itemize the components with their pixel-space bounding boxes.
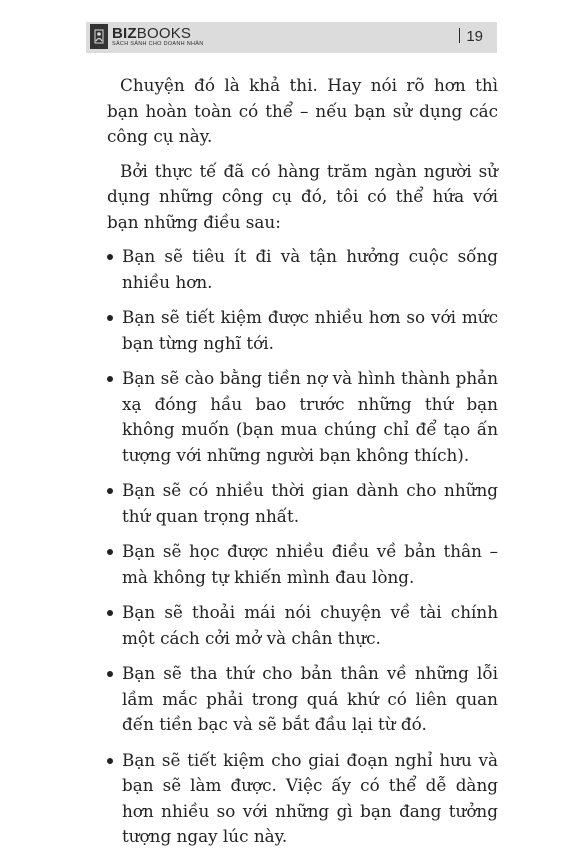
page-body [107, 73, 498, 860]
list-item-text: Bạn sẽ tiết kiệm cho giai đoạn nghỉ hưu và bạn sẽ làm được. Việc ấy có thể dễ dàng hơn nhiều so với những gì bạn đang tưởng tượng ngay lúc này. [122, 749, 498, 846]
bullet-dot-icon [107, 254, 113, 260]
bullet-dot-icon [107, 758, 113, 764]
bullet-dot-icon [107, 488, 113, 494]
list-item-text: Bạn sẽ học được nhiều điều về bản thân – mà không tự khiến mình đau lòng. [122, 541, 498, 587]
brand-rest: BOOKS [136, 24, 192, 42]
list-item-text: Bạn sẽ có nhiều thời gian dành cho những thứ quan trọng nhất. [122, 480, 498, 526]
list-item-text: Bạn sẽ tiêu ít đi và tận hưởng cuộc sống nhiều hơn. [122, 246, 498, 292]
bullet-dot-icon [107, 376, 113, 382]
brand-name [112, 26, 204, 41]
brand-bold: BIZ [112, 24, 137, 42]
list-item-text: Bạn sẽ tha thứ cho bản thân về những lỗi lầm mắc phải trong quá khứ có liên quan đến tiền bạc và sẽ bắt đầu lại từ đó. [122, 663, 498, 734]
list-item [107, 539, 498, 590]
page-number-value: 19 [466, 28, 483, 45]
publisher-logo [90, 24, 204, 49]
page-number-divider [459, 28, 461, 43]
list-item [107, 244, 498, 295]
list-item [107, 748, 498, 850]
list-item-text: Bạn sẽ cào bằng tiền nợ và hình thành phản xạ đóng hầu bao trước những thứ bạn không muốn (bạn mua chúng chỉ để tạo ấn tượng với những người bạn không thích). [122, 368, 498, 465]
list-item [107, 600, 498, 651]
bullet-dot-icon [107, 671, 113, 677]
page-number [459, 28, 483, 45]
book-person-logo-icon [90, 24, 108, 49]
list-item [107, 305, 498, 356]
list-item [107, 661, 498, 738]
list-item [107, 478, 498, 529]
body-paragraph: Bởi thực tế đã có hàng trăm ngàn người sử dụng những công cụ đó, tôi có thể hứa với bạn những điều sau: [107, 160, 498, 232]
logo-text [112, 26, 204, 48]
running-header [86, 22, 497, 53]
body-paragraph: Chuyện đó là khả thi. Hay nói rõ hơn thì bạn hoàn toàn có thể – nếu bạn sử dụng các công cụ này. [107, 75, 498, 146]
list-item-text: Bạn sẽ thoải mái nói chuyện về tài chính một cách cởi mở và chân thực. [122, 602, 498, 648]
list-item-text: Bạn sẽ tiết kiệm được nhiều hơn so với mức bạn từng nghĩ tới. [122, 307, 498, 353]
list-item [107, 366, 498, 468]
promise-list [107, 244, 498, 850]
bullet-dot-icon [107, 315, 113, 321]
brand-tagline: SÁCH SÁNH CHO DOANH NHÂN [112, 40, 204, 47]
bullet-dot-icon [107, 549, 113, 555]
bullet-dot-icon [107, 610, 113, 616]
